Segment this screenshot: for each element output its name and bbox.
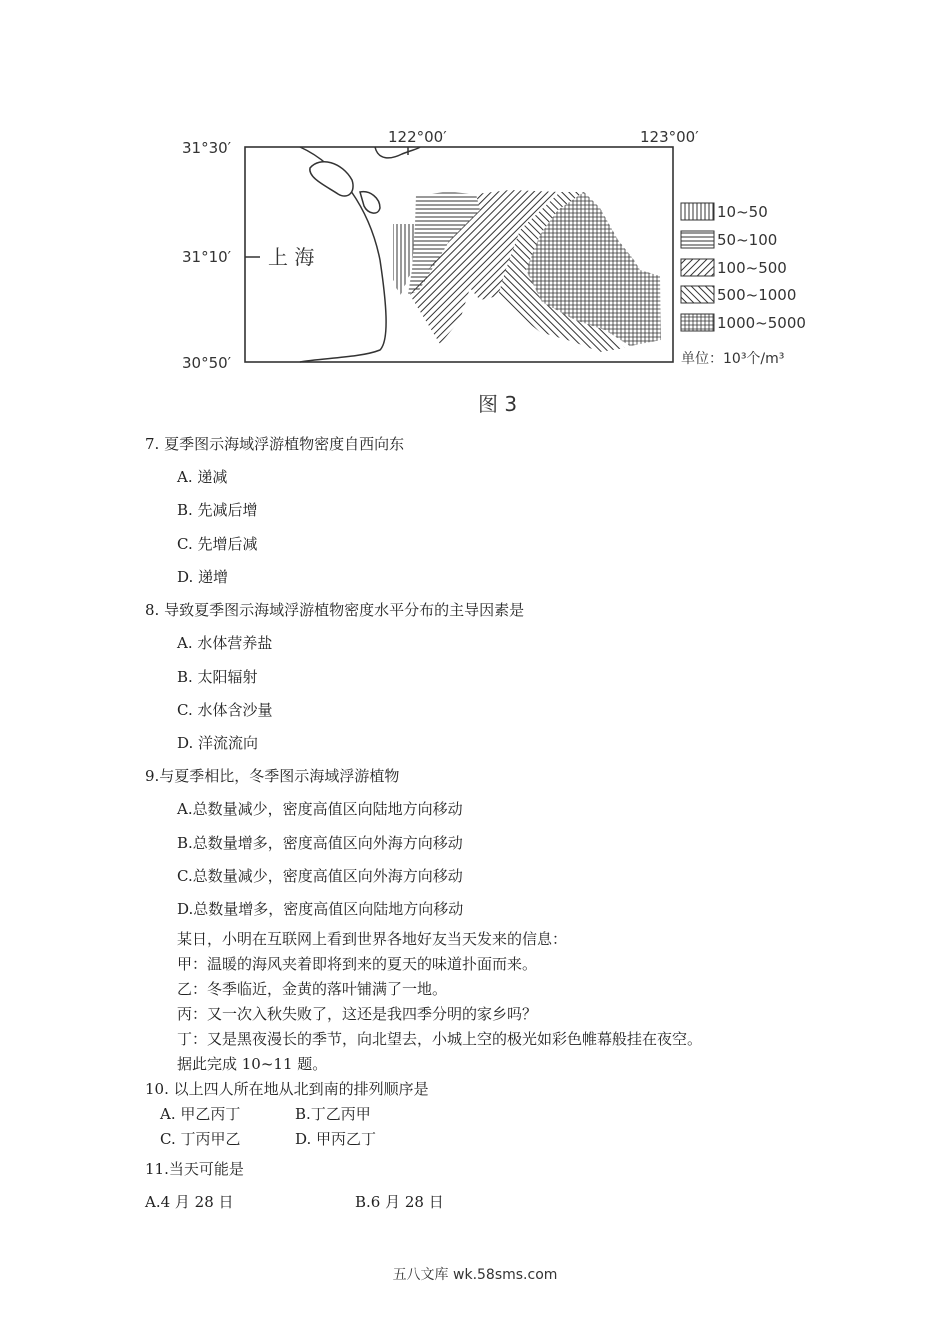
question-7-option-d: D. 递增 (177, 568, 229, 586)
question-7-stem: 7. 夏季图示海域浮游植物密度自西向东 (145, 435, 405, 453)
question-7-option-b: B. 先减后增 (177, 501, 258, 519)
legend-swatch-diagonal (681, 259, 714, 276)
legend-label-1: 10~50 (717, 203, 768, 221)
question-10-option-a: A. 甲乙丙丁 (160, 1105, 241, 1123)
question-9-option-c: C.总数量减少，密度高值区向外海方向移动 (177, 867, 463, 885)
question-10-option-c: C. 丁丙甲乙 (160, 1130, 241, 1148)
figure-caption: 图 3 (478, 392, 518, 416)
question-11-option-a: A.4 月 28 日 (145, 1193, 234, 1211)
question-10-option-d: D. 甲丙乙丁 (295, 1130, 377, 1148)
question-8-stem: 8. 导致夏季图示海域浮游植物密度水平分布的主导因素是 (145, 601, 525, 619)
question-9-stem: 9.与夏季相比，冬季图示海域浮游植物 (145, 767, 400, 785)
latitude-label-3050: 30°50′ (182, 354, 232, 372)
question-8-option-a: A. 水体营养盐 (177, 634, 273, 652)
question-9-option-b: B.总数量增多，密度高值区向外海方向移动 (177, 834, 463, 852)
legend-swatch-grid (681, 314, 714, 331)
passage-line-4: 丙：又一次入秋失败了，这还是我四季分明的家乡吗？ (177, 1005, 538, 1023)
longitude-label-123: 123°00′ (640, 128, 699, 146)
question-8-option-d: D. 洋流流向 (177, 734, 259, 752)
question-7-option-c: C. 先增后减 (177, 535, 258, 553)
legend-swatch-back-diagonal (681, 286, 714, 303)
question-8-option-b: B. 太阳辐射 (177, 668, 258, 686)
question-11-stem: 11.当天可能是 (145, 1160, 244, 1178)
legend-label-4: 500~1000 (717, 286, 797, 304)
legend-label-2: 50~100 (717, 231, 778, 249)
question-11-option-b: B.6 月 28 日 (355, 1193, 444, 1211)
legend-label-3: 100~500 (717, 259, 787, 277)
legend-swatch-horizontal (681, 231, 714, 248)
question-7-option-a: A. 递减 (177, 468, 228, 486)
figure-3-map (180, 120, 820, 420)
passage-line-2: 甲：温暖的海风夹着即将到来的夏天的味道扑面而来。 (177, 955, 538, 973)
density-map (180, 120, 820, 390)
longitude-label-122: 122°00′ (388, 128, 447, 146)
footer-watermark: 五八文库 wk.58sms.com (392, 1267, 558, 1283)
latitude-label-3130: 31°30′ (182, 139, 232, 157)
question-10-option-b: B.丁乙丙甲 (295, 1105, 371, 1123)
legend (681, 203, 806, 367)
latitude-label-3110: 31°10′ (182, 248, 232, 266)
question-9-option-d: D.总数量增多，密度高值区向陆地方向移动 (177, 900, 464, 918)
passage-line-1: 某日，小明在互联网上看到世界各地好友当天发来的信息： (177, 930, 568, 948)
legend-unit: 单位：10³个/m³ (681, 351, 785, 367)
legend-swatch-vertical (681, 203, 714, 220)
passage-line-5: 丁：又是黑夜漫长的季节，向北望去，小城上空的极光如彩色帷幕般挂在夜空。 (177, 1030, 703, 1048)
legend-label-5: 1000~5000 (717, 314, 806, 332)
question-10-stem: 10. 以上四人所在地从北到南的排列顺序是 (145, 1080, 429, 1098)
shanghai-label: 上 海 (268, 245, 315, 269)
passage-line-3: 乙：冬季临近，金黄的落叶铺满了一地。 (177, 980, 448, 998)
passage-line-6: 据此完成 10~11 题。 (177, 1055, 328, 1073)
question-9-option-a: A.总数量减少，密度高值区向陆地方向移动 (177, 800, 463, 818)
question-8-option-c: C. 水体含沙量 (177, 701, 273, 719)
